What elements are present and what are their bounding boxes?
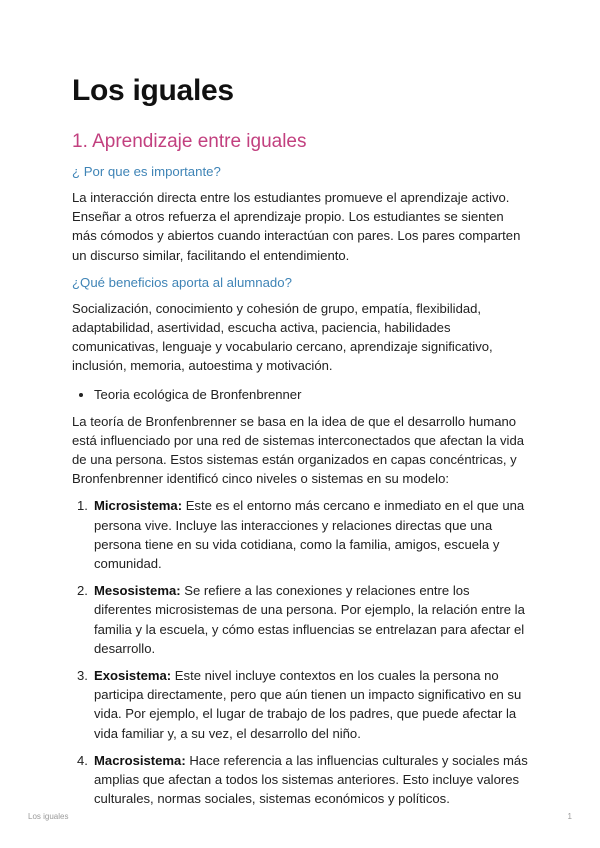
list-item [72, 385, 528, 404]
page-footer [28, 812, 572, 821]
system-description: Se refiere a las conexiones y relaciones entre los diferentes microsistemas de una persona. Por ejemplo, la relación entre la familia y la escuela, y cómo estas influencias se entrelazan para afectar el desarrollo. [94, 583, 525, 656]
paragraph-importance: La interacción directa entre los estudiantes promueve el aprendizaje activo. Enseñar a otros refuerza el aprendizaje propio. Los estudiantes se sienten más cómodos y abiertos cuando interactúan con pares. Los pares comparten un discurso similar, facilitando el entendimiento. [72, 190, 521, 263]
system-description: Hace referencia a las influencias culturales y sociales más amplias que afectan a todos los sistemas anteriores. Esto incluye valores culturales, normas sociales, sistemas económicos y políticos. [94, 752, 528, 807]
system-term: Mesosistema: [94, 583, 181, 599]
system-term: Macrosistema: [94, 752, 186, 768]
list-number: 4. [77, 752, 88, 768]
list-number: 2. [77, 583, 88, 599]
footer-title: Los iguales [28, 812, 69, 821]
list-number: 3. [77, 668, 88, 684]
page-content [72, 72, 528, 816]
list-number: 1. [77, 498, 88, 514]
list-item [72, 751, 528, 809]
system-term: Exosistema: [94, 668, 172, 684]
bullet-dot-icon [79, 393, 83, 397]
system-description: Este nivel incluye contextos en los cuales la persona no participa directamente, pero que aún tienen un impacto significativo en su vida. Por ejemplo, el lugar de trabajo de los padres, que puede afectar la vida familiar y, a su vez, el desarrollo del niño. [94, 668, 522, 741]
systems-list [72, 496, 528, 808]
subheading-importance: ¿ Por que es importante? [72, 164, 221, 179]
subheading-benefits: ¿Qué beneficios aporta al alumnado? [72, 274, 292, 290]
bullet-list [72, 385, 528, 404]
section-heading: 1. Aprendizaje entre iguales [72, 131, 307, 152]
page-number: 1 [567, 812, 572, 821]
page-title: Los iguales [72, 74, 234, 107]
list-item-text: Teoria ecológica de Bronfenbrenner [94, 386, 302, 402]
paragraph-benefits: Socialización, conocimiento y cohesión de grupo, empatía, flexibilidad, adaptabilidad, asertividad, escucha activa, paciencia, habilidades comunicativas, lenguaje y vocabulario cercano, aprendizaje significativo, inclusión, memoria, autoestima y motivación. [72, 300, 493, 374]
list-item [72, 666, 528, 743]
list-item [72, 496, 528, 573]
paragraph-theory: La teoría de Bronfenbrenner se basa en la idea de que el desarrollo humano está influenciado por una red de sistemas interconectados que afectan la vida de una persona. Estos sistemas están organizados en capas concéntricas, y Bronfenbrenner identificó cinco niveles o sistemas en su modelo: [72, 413, 525, 487]
system-description: Este es el entorno más cercano e inmediato en el que una persona vive. Incluye las interacciones y relaciones directas que una persona tiene en su vida cotidiana, como la familia, amigos, escuela y comunidad. [94, 498, 525, 572]
system-term: Microsistema: [94, 498, 183, 514]
list-item [72, 581, 528, 658]
